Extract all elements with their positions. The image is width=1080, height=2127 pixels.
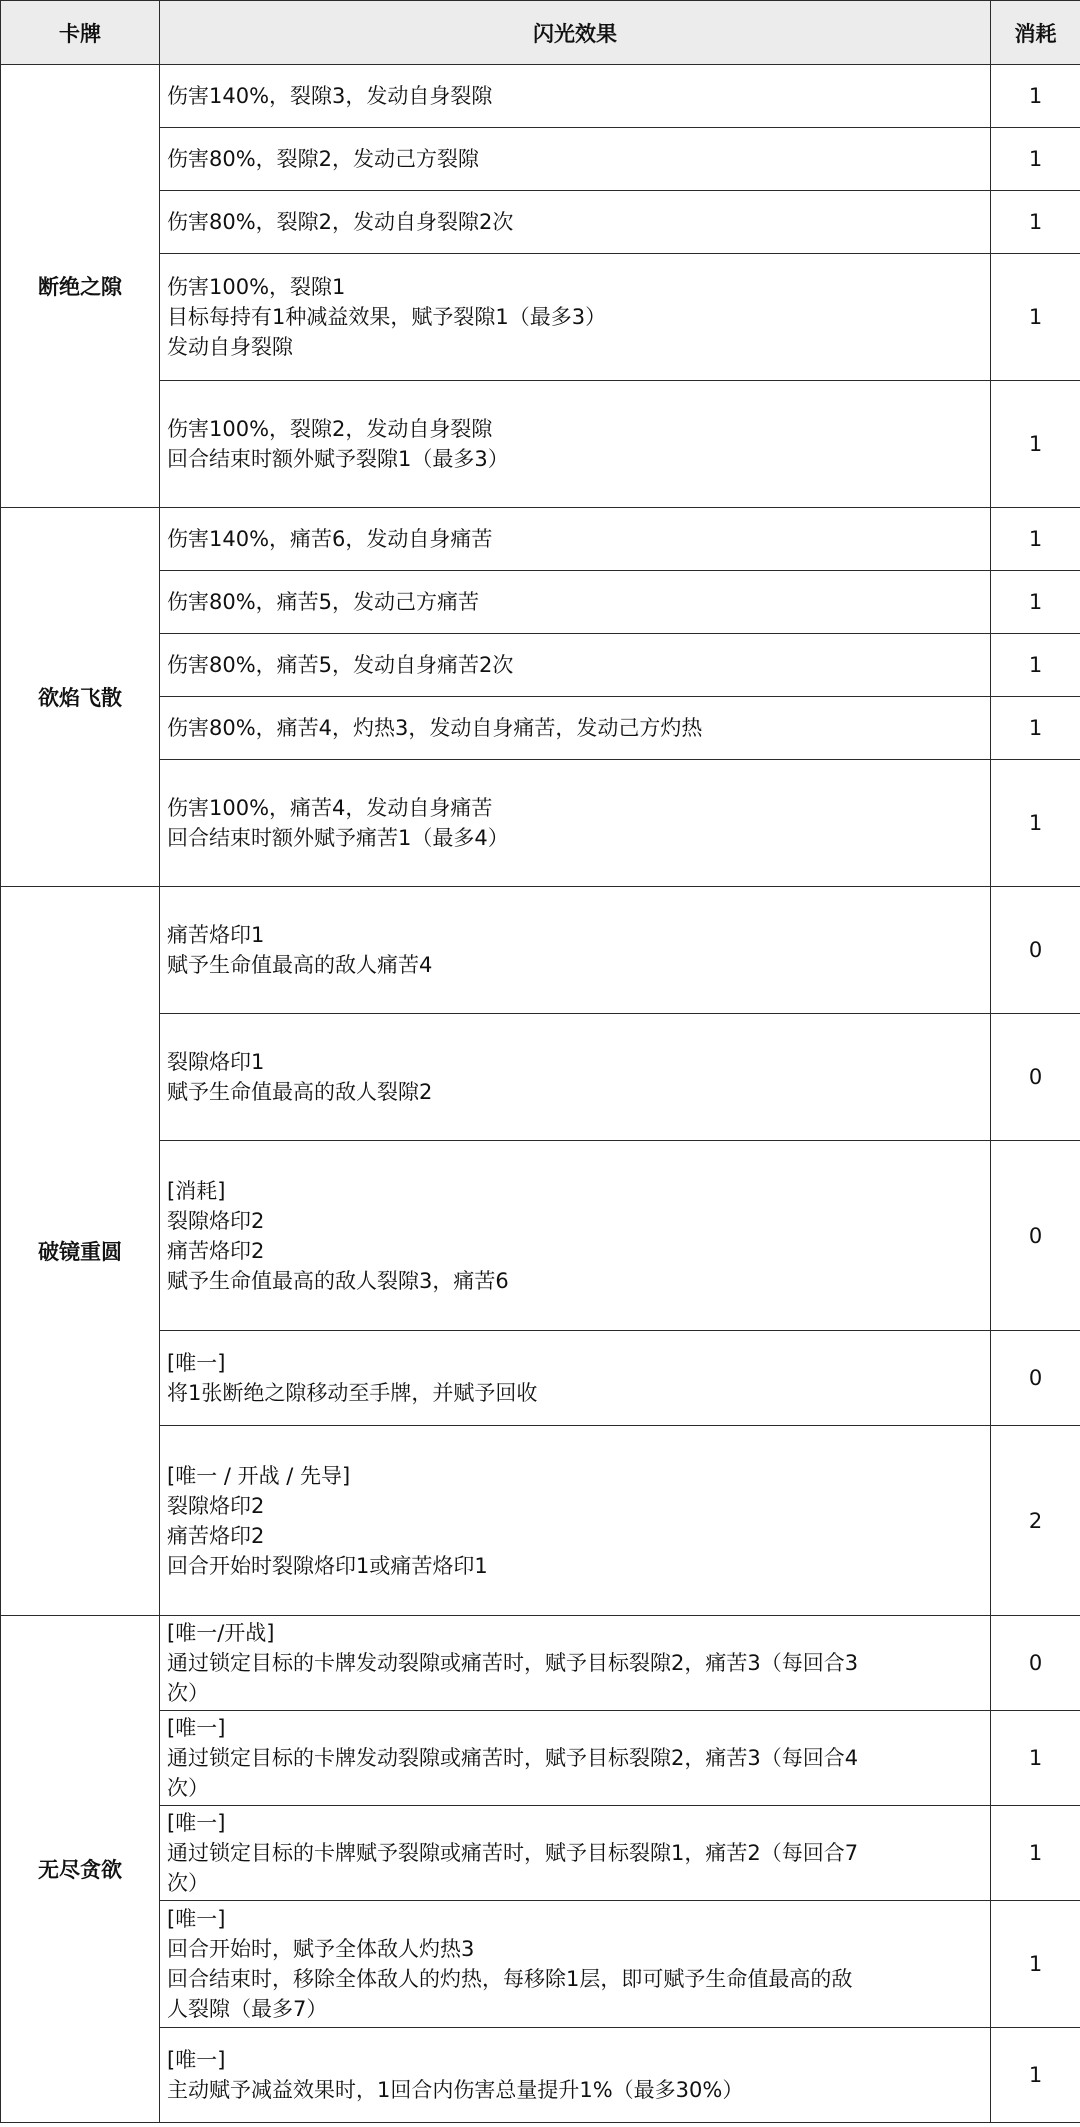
cost-cell: 1 [991, 1711, 1080, 1806]
effect-cell [160, 508, 991, 571]
effect-cell [160, 697, 991, 760]
card-name-cell: 断绝之隙 [1, 65, 160, 508]
cost-cell: 0 [991, 887, 1080, 1014]
effect-line: 赋予生命值最高的敌人裂隙3，痛苦6 [167, 1268, 509, 1293]
cost-cell: 1 [991, 128, 1080, 191]
effect-cell [160, 1711, 991, 1806]
table-row [1, 65, 1080, 128]
effect-line: 次） [167, 1871, 209, 1895]
table-row [1, 887, 1080, 1014]
header-cost: 消耗 [991, 1, 1080, 65]
cost-cell: 0 [991, 1141, 1080, 1331]
card-name-cell: 欲焰飞散 [1, 508, 160, 887]
header-effect: 闪光效果 [160, 1, 991, 65]
effect-line: 伤害80%，裂隙2，发动己方裂隙 [167, 147, 480, 171]
effect-line: 回合结束时额外赋予痛苦1（最多4） [167, 826, 509, 850]
cost-cell: 0 [991, 1331, 1080, 1426]
effect-line: 痛苦烙印2 [167, 1523, 265, 1548]
effect-line: 伤害100%，裂隙2，发动自身裂隙 [167, 417, 493, 441]
table-row [1, 571, 1080, 634]
cost-cell: 1 [991, 760, 1080, 887]
effect-line: [唯一] [167, 1351, 226, 1375]
effect-line: [消耗] [167, 1178, 226, 1203]
cost-cell: 1 [991, 254, 1080, 381]
effect-line: [唯一 / 开战 / 先导] [167, 1463, 351, 1488]
effect-line: 裂隙烙印2 [167, 1493, 265, 1518]
table-row [1, 1711, 1080, 1806]
effect-line: [唯一] [167, 1716, 226, 1740]
table-row [1, 381, 1080, 508]
effect-line: 回合开始时裂隙烙印1或痛苦烙印1 [167, 1553, 488, 1578]
cost-cell: 1 [991, 65, 1080, 128]
table-row [1, 254, 1080, 381]
cost-cell: 2 [991, 1426, 1080, 1616]
effect-line: 伤害100%，裂隙1 [167, 275, 346, 299]
cost-cell: 1 [991, 381, 1080, 508]
effect-line: [唯一] [167, 2048, 226, 2072]
effect-line: 发动自身裂隙 [167, 335, 293, 359]
effect-line: 目标每持有1种减益效果，赋予裂隙1（最多3） [167, 305, 607, 329]
table-row [1, 697, 1080, 760]
table-row [1, 1806, 1080, 1901]
table-row [1, 1141, 1080, 1331]
effect-line: 主动赋予减益效果时，1回合内伤害总量提升1%（最多30%） [167, 2078, 744, 2102]
effect-line: 痛苦烙印1 [167, 923, 265, 947]
effect-line: 伤害140%，痛苦6，发动自身痛苦 [167, 527, 493, 551]
cost-cell: 1 [991, 508, 1080, 571]
cost-cell: 0 [991, 1014, 1080, 1141]
effect-cell [160, 2028, 991, 2123]
effect-cell [160, 254, 991, 381]
effect-line: 次） [167, 1681, 209, 1705]
effect-cell [160, 1616, 991, 1711]
cost-cell: 1 [991, 191, 1080, 254]
cost-cell: 1 [991, 634, 1080, 697]
effect-line: 伤害80%，裂隙2，发动自身裂隙2次 [167, 210, 514, 234]
effect-line: 伤害80%，痛苦4，灼热3，发动自身痛苦，发动己方灼热 [167, 716, 703, 740]
table-row [1, 508, 1080, 571]
effect-line: 伤害140%，裂隙3，发动自身裂隙 [167, 84, 493, 108]
cost-cell: 1 [991, 571, 1080, 634]
effect-cell [160, 1014, 991, 1141]
effect-cell [160, 634, 991, 697]
cost-cell: 1 [991, 1806, 1080, 1901]
effect-cell [160, 1806, 991, 1901]
effect-line: 伤害100%，痛苦4，发动自身痛苦 [167, 796, 493, 820]
table-row [1, 191, 1080, 254]
table-row [1, 2028, 1080, 2123]
effect-line: 将1张断绝之隙移动至手牌，并赋予回收 [167, 1381, 538, 1405]
effect-line: 回合开始时，赋予全体敌人灼热3 [167, 1937, 475, 1961]
effect-cell [160, 381, 991, 508]
cost-cell: 1 [991, 2028, 1080, 2123]
card-name-cell: 无尽贪欲 [1, 1616, 160, 2123]
effect-cell [160, 65, 991, 128]
effect-line: [唯一] [167, 1811, 226, 1835]
effect-line: [唯一/开战] [167, 1621, 275, 1645]
effect-line: [唯一] [167, 1907, 226, 1931]
effect-line: 裂隙烙印1 [167, 1050, 265, 1074]
effect-cell [160, 1901, 991, 2028]
effect-cell [160, 760, 991, 887]
effect-cell [160, 887, 991, 1014]
effect-line: 赋予生命值最高的敌人痛苦4 [167, 953, 433, 977]
effect-line: 回合结束时额外赋予裂隙1（最多3） [167, 447, 509, 471]
effect-cell [160, 571, 991, 634]
card-name-cell: 破镜重圆 [1, 887, 160, 1616]
table-row [1, 760, 1080, 887]
table-row [1, 1426, 1080, 1616]
table-row [1, 1014, 1080, 1141]
effect-line: 痛苦烙印2 [167, 1238, 265, 1263]
effect-line: 伤害80%，痛苦5，发动己方痛苦 [167, 590, 480, 614]
effect-line: 通过锁定目标的卡牌赋予裂隙或痛苦时，赋予目标裂隙1，痛苦2（每回合7 [167, 1841, 859, 1865]
effect-line: 回合结束时，移除全体敌人的灼热，每移除1层，即可赋予生命值最高的敌 [167, 1967, 853, 1991]
effect-cell [160, 1141, 991, 1331]
effect-line: 次） [167, 1776, 209, 1800]
cost-cell: 0 [991, 1616, 1080, 1711]
cost-cell: 1 [991, 697, 1080, 760]
effect-cell [160, 1426, 991, 1616]
cost-cell: 1 [991, 1901, 1080, 2028]
effect-line: 裂隙烙印2 [167, 1208, 265, 1233]
table-row [1, 634, 1080, 697]
effect-line: 通过锁定目标的卡牌发动裂隙或痛苦时，赋予目标裂隙2，痛苦3（每回合3 [167, 1651, 859, 1675]
table-row [1, 128, 1080, 191]
effect-line: 人裂隙（最多7） [167, 1997, 328, 2021]
table-row [1, 1616, 1080, 1711]
table-body [1, 65, 1080, 2123]
effect-cell [160, 191, 991, 254]
effect-cell [160, 128, 991, 191]
table-row [1, 1331, 1080, 1426]
header-card: 卡牌 [1, 1, 160, 65]
effect-line: 伤害80%，痛苦5，发动自身痛苦2次 [167, 653, 514, 677]
table-row [1, 1901, 1080, 2028]
table-header-row [1, 1, 1080, 65]
effect-line: 通过锁定目标的卡牌发动裂隙或痛苦时，赋予目标裂隙2，痛苦3（每回合4 [167, 1746, 859, 1770]
effect-cell [160, 1331, 991, 1426]
effect-line: 赋予生命值最高的敌人裂隙2 [167, 1080, 433, 1104]
